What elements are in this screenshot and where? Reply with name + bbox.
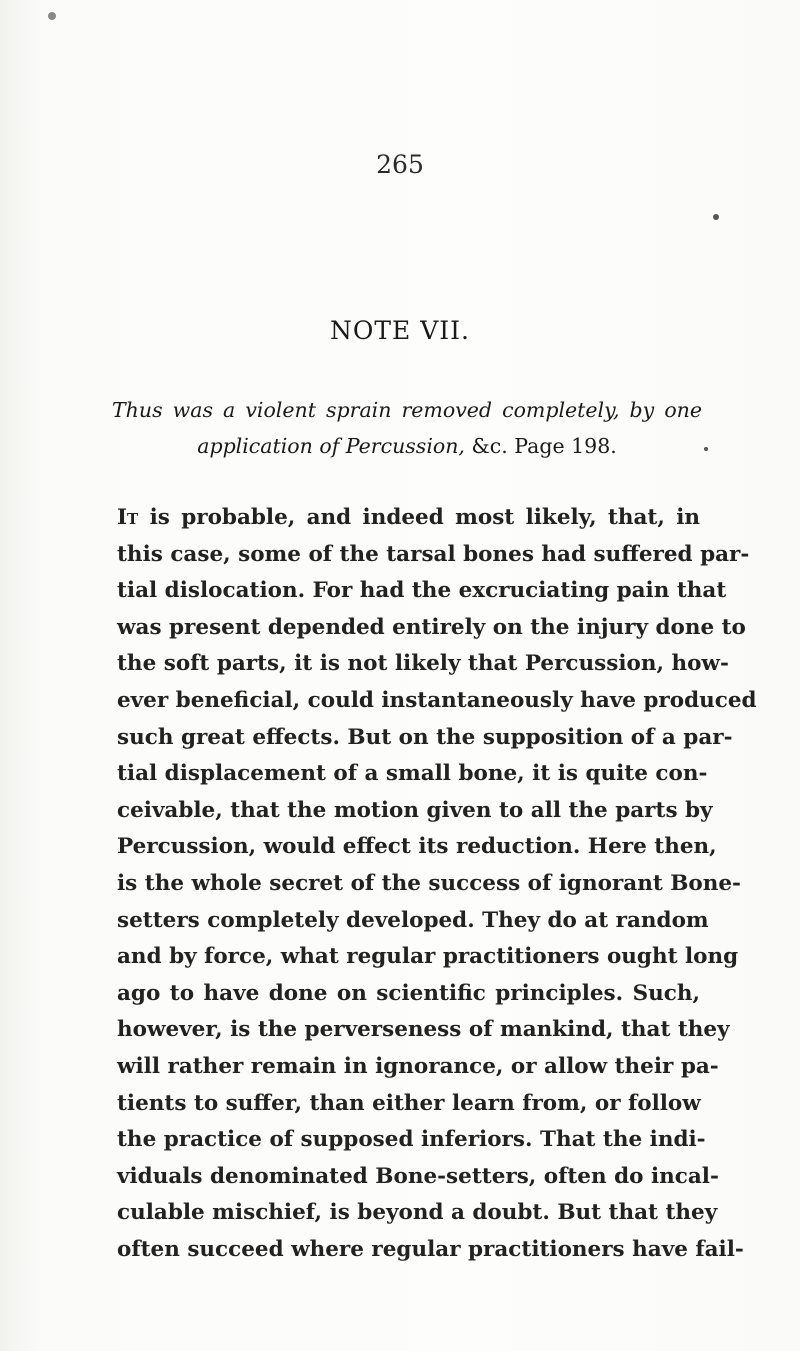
body-line: was present depended entirely on the injury done to xyxy=(117,614,746,640)
page-reference: &c. Page 198. xyxy=(471,434,617,458)
page-number: 265 xyxy=(376,150,424,179)
first-line-text: is probable, and indeed most likely, that, in xyxy=(138,505,700,530)
body-line: culable mischief, is beyond a doubt. But that they xyxy=(117,1200,718,1226)
ink-speck xyxy=(713,214,719,220)
body-line: often succeed where regular practitioners have fail- xyxy=(117,1236,744,1262)
body-line: ago to have done on scientific principles. Such, xyxy=(117,980,700,1006)
body-line: will rather remain in ignorance, or allow their pa- xyxy=(117,1053,719,1079)
body-line: tients to suffer, than either learn from, or follow xyxy=(117,1090,701,1116)
body-line: and by force, what regular practitioners ought long xyxy=(117,944,739,970)
ink-speck xyxy=(48,12,56,20)
body-line: however, is the perverseness of mankind, that they xyxy=(117,1017,730,1043)
epigraph-line xyxy=(112,428,702,464)
epigraph-line: Thus was a violent sprain removed completely, by one xyxy=(112,398,702,422)
body-line: setters completely developed. They do at random xyxy=(117,907,709,933)
body-line: such great effects. But on the supposition of a par- xyxy=(117,724,733,750)
body-line: is the whole secret of the success of ignorant Bone- xyxy=(117,870,741,896)
ink-speck xyxy=(704,447,708,451)
body-line: this case, some of the tarsal bones had suffered par- xyxy=(117,541,750,567)
body-line: tial displacement of a small bone, it is quite con- xyxy=(117,761,708,787)
body-line: tial dislocation. For had the excruciating pain that xyxy=(117,578,727,604)
note-heading: NOTE VII. xyxy=(330,316,470,345)
body-line: viduals denominated Bone-setters, often do incal- xyxy=(117,1163,719,1189)
body-line: ever beneficial, could instantaneously have produced xyxy=(117,687,757,713)
drop-word: It xyxy=(117,505,139,530)
epigraph xyxy=(112,392,702,464)
body-line: Percussion, would effect its reduction. Here then, xyxy=(117,834,717,860)
body-line xyxy=(117,500,700,537)
body-line: ceivable, that the motion given to all the parts by xyxy=(117,797,713,823)
body-paragraph xyxy=(117,500,757,1268)
body-line: the practice of supposed inferiors. That the indi- xyxy=(117,1127,706,1153)
epigraph-text: application of Percussion, xyxy=(197,434,465,458)
body-line: the soft parts, it is not likely that Percussion, how- xyxy=(117,651,729,677)
